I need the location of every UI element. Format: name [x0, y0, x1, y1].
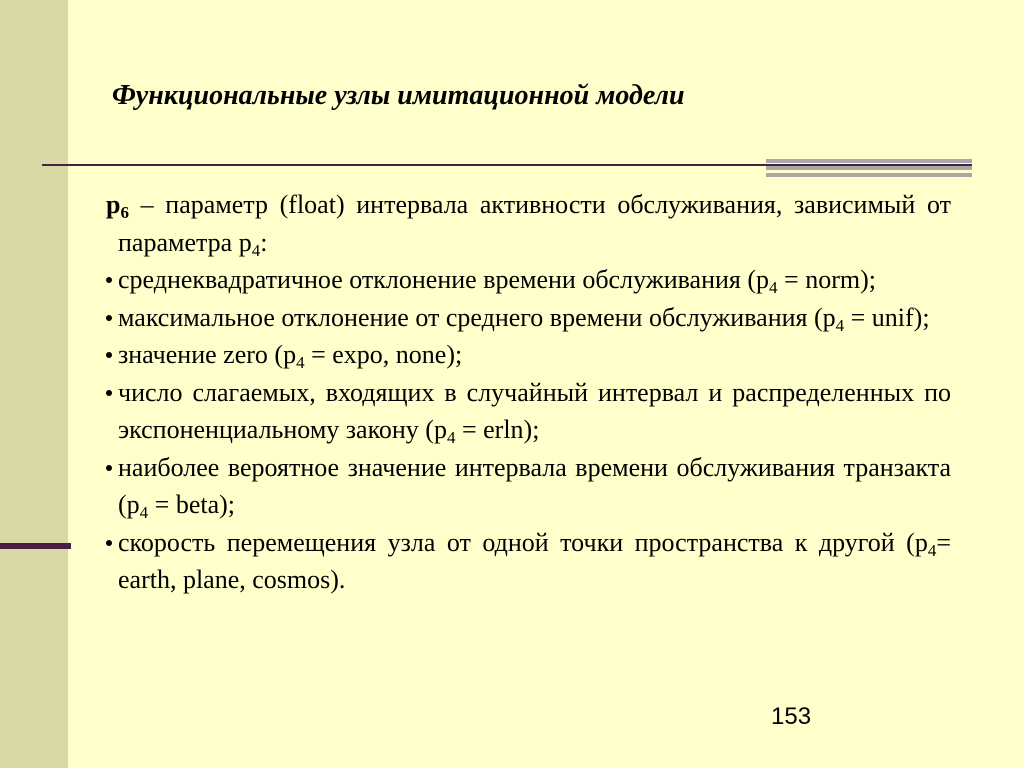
bullet-icon — [106, 261, 118, 299]
left-decorative-band — [0, 0, 68, 768]
bullet-icon — [106, 524, 118, 562]
bullet-icon — [106, 449, 118, 487]
intro-paragraph: $p_6$ – параметр (float) интервала активности обслуживания, зависимый от параметра $p_4$: — [106, 190, 951, 260]
list-item: число слагаемых, входящих в случайный интервал и распределенных по экспоненциальному закону $(p_4 = erln)$; — [100, 374, 951, 449]
page-number: 153 — [771, 703, 812, 730]
list-item: скорость перемещения узла от одной точки пространства к другой ($p_4=$ earth, plane, cosmos). — [100, 524, 951, 599]
slide-title: Функциональные узлы имитационной модели — [112, 80, 685, 111]
param-name: $p_6$ — [106, 190, 129, 222]
bullet-icon — [106, 336, 118, 374]
list-item: среднеквадратичное отклонение времени обслуживания ($p_4$ = norm); — [100, 261, 951, 299]
bullet-icon — [106, 299, 118, 337]
bullet-icon — [106, 374, 118, 412]
list-item: значение zero ($p_4 = \exp o$, none); — [100, 336, 951, 374]
left-band-divider — [0, 543, 71, 549]
list-item: наиболее вероятное значение интервала времени обслуживания транзакта ($p_4$ = beta); — [100, 449, 951, 524]
slide-body — [100, 186, 951, 599]
list-item: максимальное отклонение от среднего времени обслуживания ($p_4$ = unif); — [100, 299, 951, 337]
title-divider-accent — [766, 159, 972, 177]
